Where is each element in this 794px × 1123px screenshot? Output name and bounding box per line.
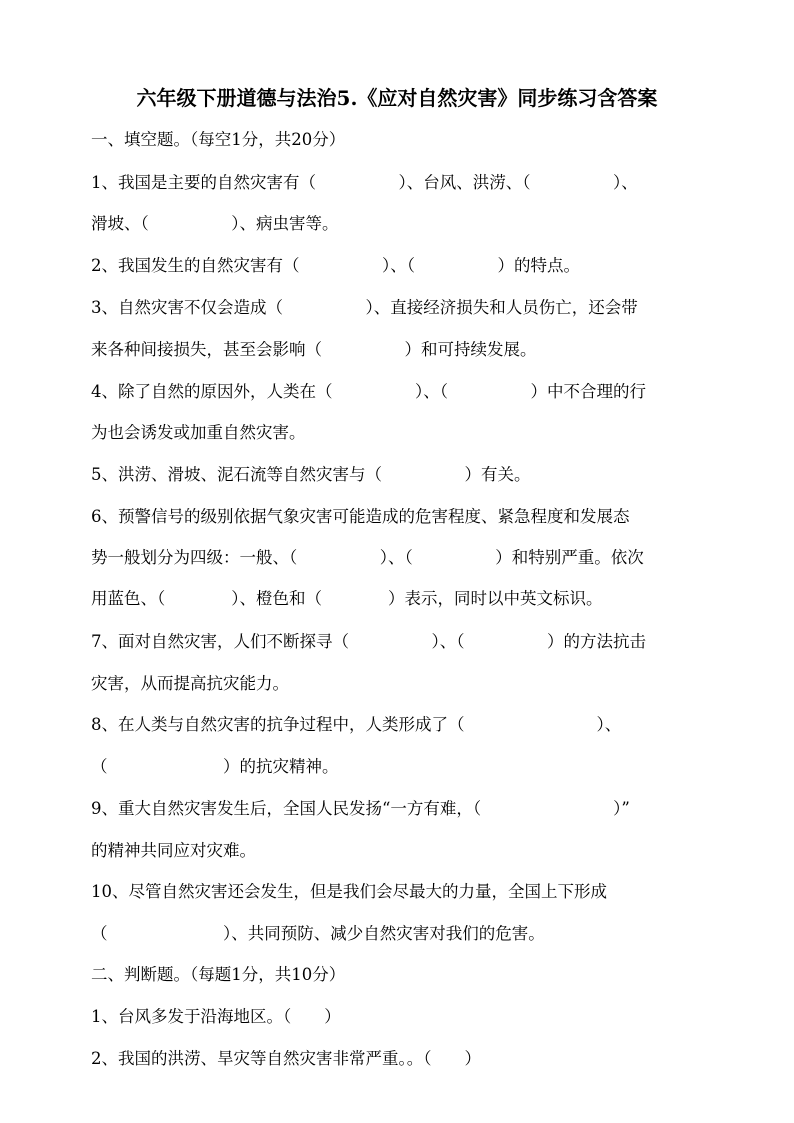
question-line: 3、自然灾害不仅会造成（ ）、直接经济损失和人员伤亡，还会带 <box>91 298 638 317</box>
question-line: 7、面对自然灾害，人们不断探寻（ ）、（ ）的方法抗击 <box>91 632 646 651</box>
question-line: 2、我国的洪涝、旱灾等自然灾害非常严重。。（ ） <box>91 1049 481 1068</box>
question-line: 8、在人类与自然灾害的抗争过程中，人类形成了（ ）、 <box>91 715 622 734</box>
section-heading-fill-in: 一、填空题。（每空1分，共20分） <box>91 130 346 149</box>
question-line: 9、重大自然灾害发生后，全国人民发扬“一方有难，（ ）” <box>91 799 630 818</box>
question-line: 滑坡、（ ）、病虫害等。 <box>91 214 339 233</box>
question-line: 为也会诱发或加重自然灾害。 <box>91 423 306 442</box>
question-line: 的精神共同应对灾难。 <box>91 841 256 860</box>
question-line: 用蓝色、（ ）、橙色和（ ）表示，同时以中英文标识。 <box>91 589 603 608</box>
question-line: （ ）的抗灾精神。 <box>91 757 339 776</box>
question-line: 1、台风多发于沿海地区。（ ） <box>91 1007 341 1026</box>
question-line: 1、我国是主要的自然灾害有（ ）、台风、洪涝、（ ）、 <box>91 173 638 192</box>
question-line: 灾害，从而提高抗灾能力。 <box>91 674 289 693</box>
question-line: 4、除了自然的原因外，人类在（ ）、（ ）中不合理的行 <box>91 382 646 401</box>
question-line: 6、预警信号的级别依据气象灾害可能造成的危害程度、紧急程度和发展态 <box>91 507 630 526</box>
question-line: 5、洪涝、滑坡、泥石流等自然灾害与（ ）有关。 <box>91 465 531 484</box>
question-line: 2、我国发生的自然灾害有（ ）、（ ）的特点。 <box>91 256 580 275</box>
question-line: 来各种间接损失，甚至会影响（ ）和可持续发展。 <box>91 340 537 359</box>
question-line: 10、尽管自然灾害还会发生，但是我们会尽最大的力量，全国上下形成 <box>91 882 607 901</box>
document-title: 六年级下册道德与法治5.《应对自然灾害》同步练习含答案 <box>136 86 658 110</box>
question-line: （ ）、共同预防、减少自然灾害对我们的危害。 <box>91 924 545 943</box>
question-line: 势一般划分为四级：一般、（ ）、（ ）和特别严重。依次 <box>91 548 644 567</box>
section-heading-true-false: 二、判断题。（每题1分，共10分） <box>91 965 346 984</box>
